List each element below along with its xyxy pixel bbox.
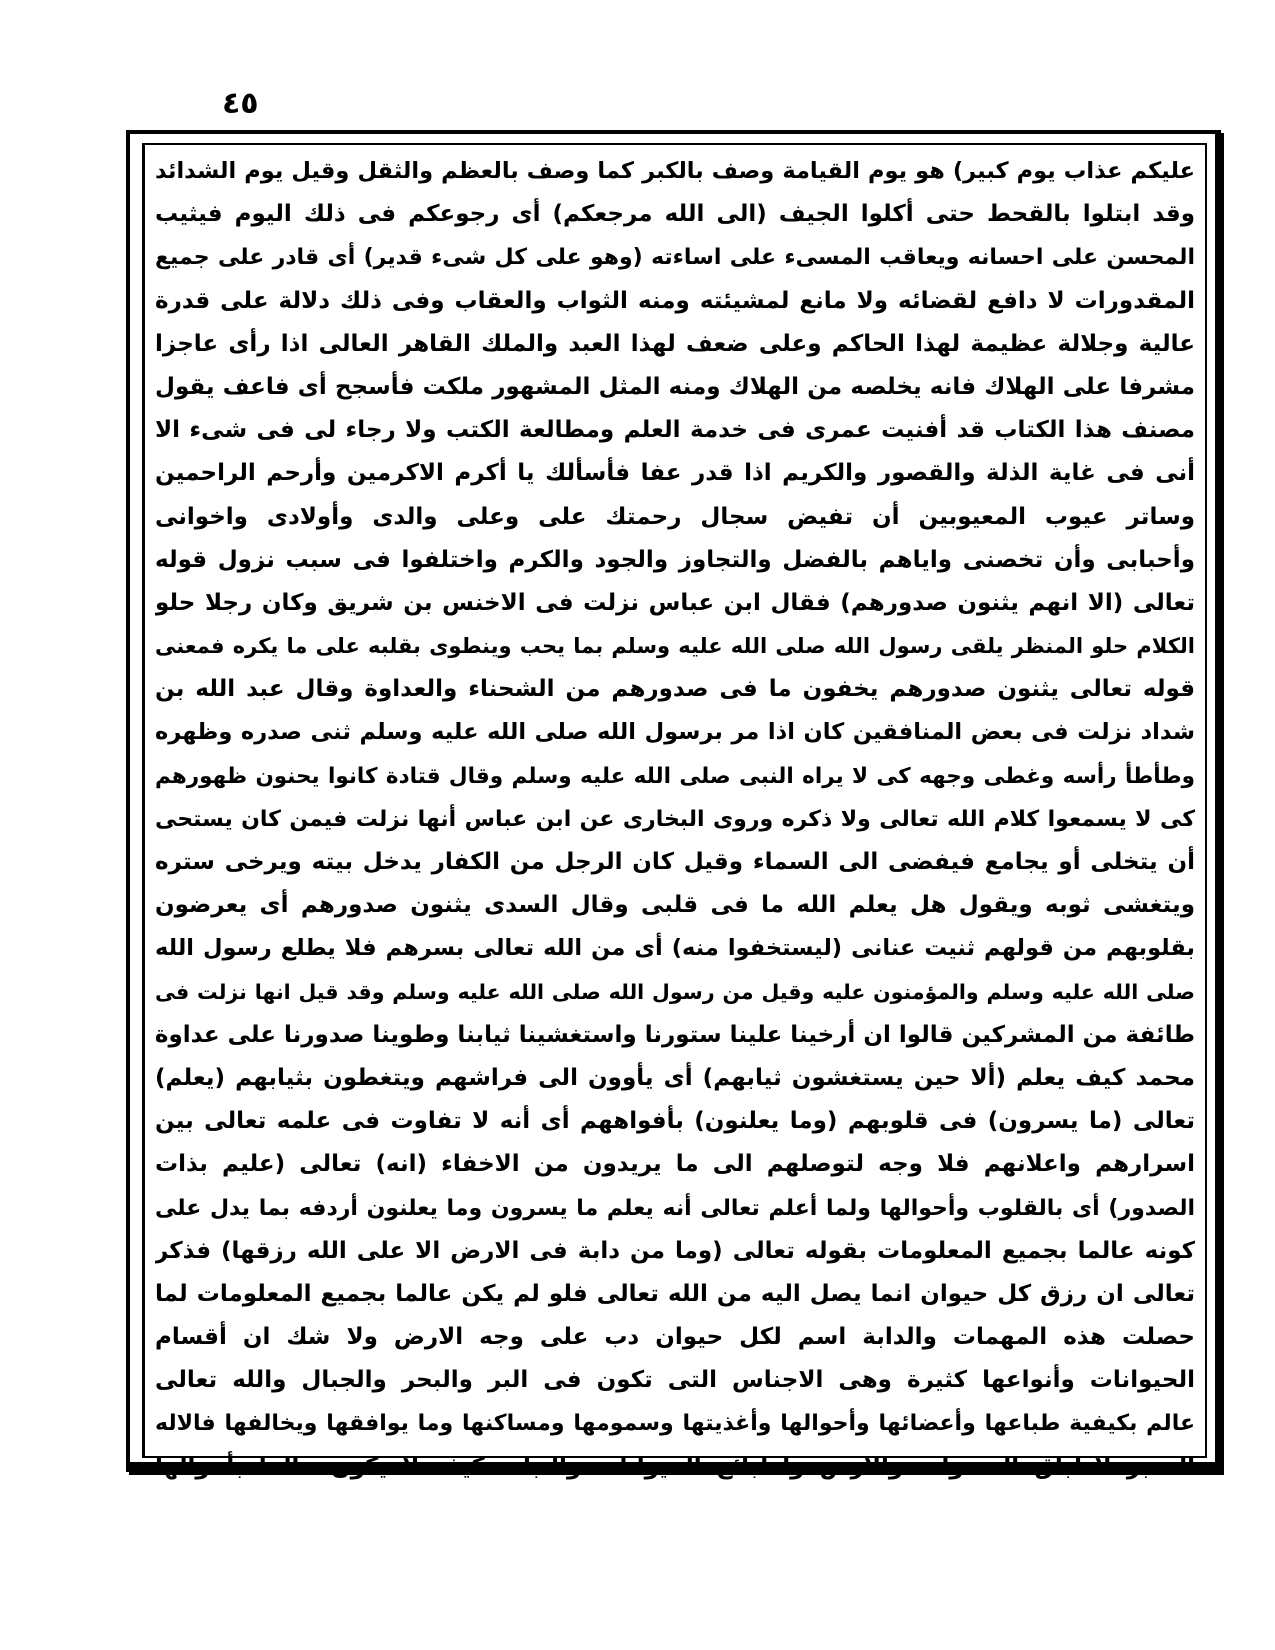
- text-line: الصدور) أى بالقلوب وأحوالها ولما أعلم تعالى أنه يعلم ما يسرون وما يعلنون أردفه بما يدل على: [155, 1195, 1195, 1221]
- text-line: كى لا يسمعوا كلام الله تعالى ولا ذكره وروى البخارى عن ابن عباس أنها نزلت فيمن كان يستحى: [155, 806, 1195, 832]
- text-line: اسرارهم واعلانهم فلا وجه لتوصلهم الى ما يريدون من الاخفاء (انه) تعالى (عليم بذات: [155, 1151, 1195, 1178]
- text-line: وساتر عيوب المعيوبين أن تفيض سجال رحمتك على وعلى والدى وأولادى واخوانى: [155, 503, 1195, 530]
- text-line: وقد ابتلوا بالقحط حتى أكلوا الجيف (الى الله مرجعكم) أى رجوعكم فى ذلك اليوم فيثيب: [155, 201, 1195, 228]
- text-line: تعالى ان رزق كل حيوان انما يصل اليه من الله تعالى فلو لم يكن عالما بجميع المعلومات لما: [155, 1280, 1195, 1307]
- page-number: ٤٥: [222, 86, 259, 121]
- text-line: عالم بكيفية طباعها وأعضائها وأحوالها وأغذيتها وسمومها ومساكنها وما يوافقها ويخالفها فالاله: [155, 1411, 1195, 1437]
- text-line: تعالى (الا انهم يثنون صدورهم) فقال ابن عباس نزلت فى الاخنس بن شريق وكان رجلا حلو: [155, 589, 1195, 616]
- text-line: محمد كيف يعلم (ألا حين يستغشون ثيابهم) أى يأوون الى فراشهم ويتغطون بثيابهم (يعلم): [155, 1064, 1195, 1091]
- text-line: أن يتخلى أو يجامع فيفضى الى السماء وقيل كان الرجل من الكفار يدخل بيته ويرخى ستره: [155, 849, 1195, 875]
- text-line: عالية وجلالة عظيمة لهذا الحاكم وعلى ضعف لهذا العبد والملك القاهر العالى اذا رأى عاجزا: [155, 330, 1195, 357]
- text-body: [155, 150, 1195, 1480]
- text-line: وأحبابى وأن تخصنى واياهم بالفضل والتجاوز والجود والكرم واختلفوا فى سبب نزول قوله: [155, 546, 1195, 573]
- text-line: ويتغشى ثوبه ويقول هل يعلم الله ما فى قلبى وقال السدى يثنون صدورهم أى يعرضون: [155, 892, 1195, 919]
- text-line: الحيوانات وأنواعها كثيرة وهى الاجناس التى تكون فى البر والبحر والجبال والله تعالى: [155, 1367, 1195, 1394]
- text-line: المدبر لاطباق السموات والارض ولطبائع الحيوانات والنبات كيف لا يكون عالما بأحوالها: [155, 1453, 1195, 1480]
- text-line: تعالى (ما يسرون) فى قلوبهم (وما يعلنون) بأفواههم أى أنه لا تفاوت فى علمه تعالى بين: [155, 1108, 1195, 1135]
- text-line: بقلوبهم من قولهم ثنيت عنانى (ليستخفوا منه) أى من الله تعالى بسرهم فلا يطلع رسول الله: [155, 935, 1195, 962]
- text-line: المحسن على احسانه ويعاقب المسىء على اساءته (وهو على كل شىء قدير) أى قادر على جميع: [155, 245, 1195, 271]
- text-line: كونه عالما بجميع المعلومات بقوله تعالى (وما من دابة فى الارض الا على الله رزقها) فذكر: [155, 1237, 1195, 1264]
- text-line: شداد نزلت فى بعض المنافقين كان اذا مر برسول الله صلى الله عليه وسلم ثنى صدره وظهره: [155, 719, 1195, 746]
- text-line: عليكم عذاب يوم كبير) هو يوم القيامة وصف بالكبر كما وصف بالعظم والثقل وقيل يوم الشدائد: [155, 158, 1195, 184]
- text-line: مشرفا على الهلاك فانه يخلصه من الهلاك ومنه المثل المشهور ملكت فأسجح أى فاعف يقول: [155, 373, 1195, 400]
- text-line: صلى الله عليه وسلم والمؤمنون عليه وقيل من رسول الله صلى الله عليه وسلم وقد قيل انها نزلت فى: [155, 979, 1195, 1004]
- text-line: مصنف هذا الكتاب قد أفنيت عمرى فى خدمة العلم ومطالعة الكتب ولا رجاء لى فى شىء الا: [155, 417, 1195, 444]
- text-line: وطأطأ رأسه وغطى وجهه كى لا يراه النبى صلى الله عليه وسلم وقال قتادة كانوا يحنون ظهورهم: [155, 763, 1195, 789]
- text-line: حصلت هذه المهمات والدابة اسم لكل حيوان دب على وجه الارض ولا شك ان أقسام: [155, 1324, 1195, 1351]
- text-line: طائفة من المشركين قالوا ان أرخينا علينا ستورنا واستغشينا ثيابنا وطوينا صدورنا على عداوة: [155, 1021, 1195, 1048]
- text-line: أنى فى غاية الذلة والقصور والكريم اذا قدر عفا فأسألك يا أكرم الاكرمين وأرحم الراحمين: [155, 460, 1195, 487]
- text-line: قوله تعالى يثنون صدورهم يخفون ما فى صدورهم من الشحناء والعداوة وقال عبد الله بن: [155, 676, 1195, 703]
- text-line: المقدورات لا دافع لقضائه ولا مانع لمشيئته ومنه الثواب والعقاب وفى ذلك دلالة على قدرة: [155, 287, 1195, 314]
- text-line: الكلام حلو المنظر يلقى رسول الله صلى الله عليه وسلم بما يحب وينطوى بقلبه على ما يكره فمعنى: [155, 634, 1195, 659]
